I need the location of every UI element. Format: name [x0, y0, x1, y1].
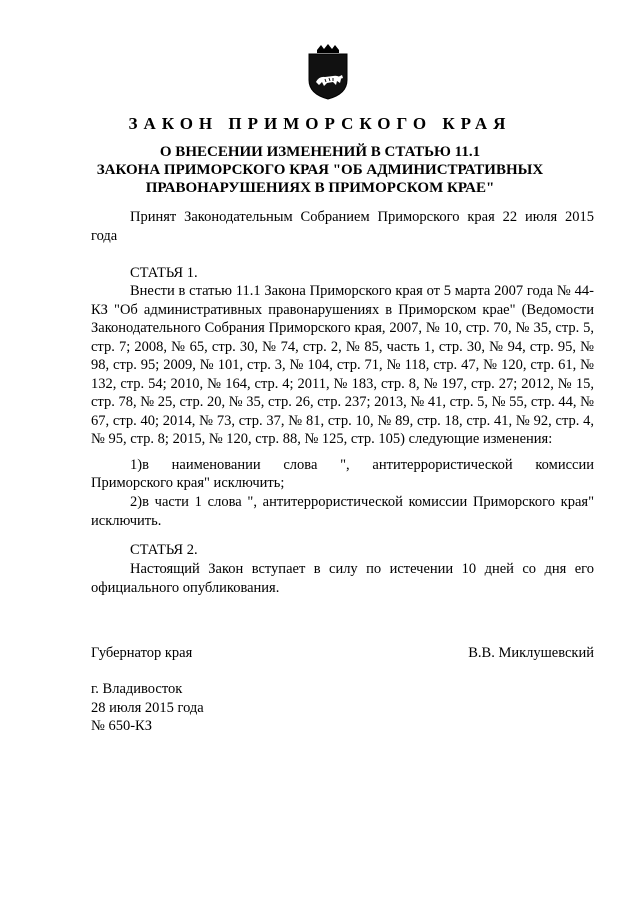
document-footer [91, 680, 204, 736]
law-subtitle [0, 143, 640, 197]
signature-position: Губернатор края [91, 645, 193, 661]
article-1-item-1-line-1: 1)в наименовании слова ", антитеррористической комиссии [130, 457, 594, 473]
coat-of-arms-icon [305, 44, 351, 100]
article-2-body: Настоящий Закон вступает в силу по истечении 10 дней со дня его официального опубликования. [91, 561, 594, 596]
law-title: ЗАКОН ПРИМОРСКОГО КРАЯ [128, 114, 512, 133]
article-1-item-2: 2)в части 1 слова ", антитеррористической комиссии Приморского края" исключить. [91, 494, 594, 529]
footer-date: 28 июля 2015 года [91, 699, 204, 716]
article-1-body: Внести в статью 11.1 Закона Приморского края от 5 марта 2007 года № 44-КЗ "Об административных правонарушениях в Приморском крае" (Ведомости Законодательного Собрания Приморского края, 2007, № 10, стр. 70, № 35, стр. 5, стр. 7; 2008, № 65, стр. 30, № 74, стр. 2, № 85, часть 1, стр. 30, № 94, стр. 95, № 98, стр. 95; 2009, № 101, стр. 3, № 104, стр. 71, № 118, стр. 47, № 120, стр. 61, № 132, стр. 54; 2010, № 164, стр. 4; 2011, № 183, стр. 8, № 197, стр. 27; 2012, № 15, стр. 78, № 25, стр. 20, № 35, стр. 26, стр. 237; 2013, № 41, стр. 5, № 55, стр. 44, № 67, стр. 40; 2014, № 73, стр. 37, № 81, стр. 10, № 89, стр. 18, стр. 41, № 92, стр. 4, № 95, стр. 8; 2015, № 120, стр. 88, № 125, стр. 105) следующие изменения: [91, 283, 594, 447]
article-2-heading: СТАТЬЯ 2. [130, 542, 198, 558]
subtitle-line: О ВНЕСЕНИИ ИЗМЕНЕНИЙ В СТАТЬЮ 11.1 [159, 144, 481, 160]
footer-number: № 650-КЗ [91, 718, 152, 734]
subtitle-line: ЗАКОНА ПРИМОРСКОГО КРАЯ "ОБ АДМИНИСТРАТИВНЫХ [96, 162, 544, 178]
article-1-item-1-line-2: Приморского края" исключить; [91, 475, 285, 491]
footer-city: г. Владивосток [91, 681, 183, 697]
article-1-heading: СТАТЬЯ 1. [130, 265, 198, 281]
subtitle-line: ПРАВОНАРУШЕНИЯХ В ПРИМОРСКОМ КРАЕ" [145, 180, 495, 196]
adoption-note: Принят Законодательным Собранием Приморского края 22 июля 2015 года [91, 209, 594, 244]
signature-name: В.В. Миклушевский [468, 645, 594, 661]
